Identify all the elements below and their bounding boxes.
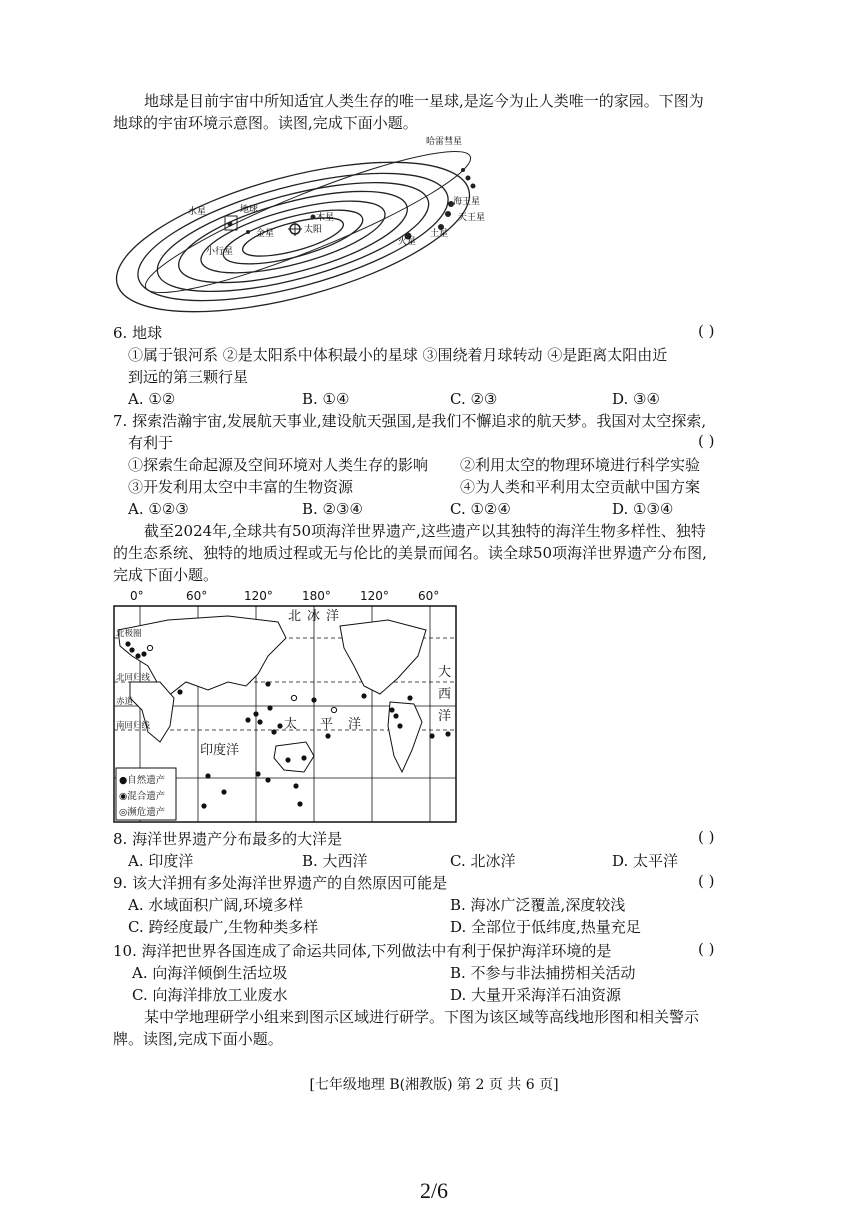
q8-answer-paren[interactable]: ( )	[698, 828, 715, 846]
page-footer: [七年级地理 B(湘教版) 第 2 页 共 6 页]	[309, 1077, 559, 1093]
lat-label-arctic-circle: 北极圈	[116, 629, 142, 639]
ocean-label-pacific-2: 平	[320, 717, 334, 732]
page-number: 2/6	[419, 1178, 449, 1203]
intro2-line2: 的生态系统、独特的地质过程或无与伦比的美景而闻名。读全球50项海洋世界遗产分布图,	[113, 544, 707, 562]
ocean-label-pacific-3: 洋	[348, 717, 362, 732]
lon-label-180: 180°	[302, 589, 331, 603]
q6-choice-a[interactable]: A. ①②	[128, 390, 176, 408]
q7-stem-line1: 7. 探索浩瀚宇宙,发展航天事业,建设航天强国,是我们不懈追求的航天梦。我国对太空探索,	[113, 412, 707, 430]
legend-mixed: ◉混合遗产	[119, 791, 166, 802]
q6-answer-paren[interactable]: ( )	[698, 322, 715, 340]
q10-choice-a[interactable]: A. 向海洋倾倒生活垃圾	[132, 964, 288, 982]
lat-label-tropic-cancer: 北回归线	[116, 673, 151, 683]
intro1-line1: 地球是目前宇宙中所知适宜人类生存的唯一星球,是迄今为止人类唯一的家园。下图为	[144, 92, 704, 110]
legend-endangered: ◎濒危遗产	[119, 807, 166, 818]
lat-label-tropic-capricorn: 南回归线	[116, 721, 151, 731]
marine-heritage-map	[108, 586, 464, 826]
saturn-label: 土星	[430, 229, 449, 239]
q7-choice-c[interactable]: C. ①②④	[450, 500, 511, 518]
lon-label-0: 0°	[130, 589, 144, 603]
intro1-line2: 地球的宇宙环境示意图。读图,完成下面小题。	[113, 114, 418, 132]
lon-label-120w: 120°	[360, 589, 389, 603]
ocean-label-indian: 印度洋	[200, 743, 240, 758]
q6-choice-c[interactable]: C. ②③	[450, 390, 498, 408]
asteroid-label: 小行星	[206, 247, 234, 257]
q7-option-3: ③开发利用太空中丰富的生物资源	[128, 478, 354, 496]
solar-system-diagram	[108, 132, 508, 320]
q7-answer-paren[interactable]: ( )	[698, 432, 715, 450]
q6-options-line2: 到远的第三颗行星	[128, 368, 249, 386]
mercury-label: 水星	[188, 207, 207, 217]
comet-label: 哈雷彗星	[426, 137, 463, 147]
ocean-label-pacific-1: 太	[284, 717, 298, 732]
q9-choice-b[interactable]: B. 海冰广泛覆盖,深度较浅	[450, 896, 626, 914]
intro3-line2: 牌。读图,完成下面小题。	[113, 1030, 283, 1048]
ocean-label-atlantic-3: 洋	[438, 709, 452, 724]
q9-choice-a[interactable]: A. 水域面积广阔,环境多样	[128, 896, 304, 914]
intro2-line1: 截至2024年,全球共有50项海洋世界遗产,这些遗产以其独特的海洋生物多样性、独特	[144, 522, 706, 540]
venus-label: 金星	[256, 229, 275, 239]
jupiter-label: 木星	[316, 213, 335, 223]
ocean-label-atlantic-1: 大	[438, 665, 452, 680]
earth-label: 地球	[240, 205, 259, 215]
q7-choice-b[interactable]: B. ②③④	[302, 500, 363, 518]
intro3-line1: 某中学地理研学小组来到图示区域进行研学。下图为该区域等高线地形图和相关警示	[144, 1008, 700, 1026]
mars-label: 火星	[398, 237, 417, 247]
legend-natural: ●自然遗产	[119, 775, 166, 786]
ocean-label-atlantic-2: 西	[438, 687, 452, 702]
q8-choice-b[interactable]: B. 大西洋	[302, 852, 368, 870]
q9-answer-paren[interactable]: ( )	[698, 872, 715, 890]
ocean-label-arctic: 北冰洋	[288, 609, 346, 624]
lat-label-equator: 赤道	[116, 697, 134, 707]
q7-choice-a[interactable]: A. ①②③	[128, 500, 189, 518]
q7-choice-d[interactable]: D. ①③④	[612, 500, 674, 518]
lon-label-60w: 60°	[418, 589, 440, 603]
neptune-label: 海王星	[453, 197, 481, 207]
q10-choice-c[interactable]: C. 向海洋排放工业废水	[132, 986, 288, 1004]
q10-choice-d[interactable]: D. 大量开采海洋石油资源	[450, 986, 622, 1004]
intro2-line3: 完成下面小题。	[113, 566, 219, 584]
q10-answer-paren[interactable]: ( )	[698, 940, 715, 958]
q10-choice-b[interactable]: B. 不参与非法捕捞相关活动	[450, 964, 636, 982]
q7-option-2: ②利用太空的物理环境进行科学实验	[460, 456, 701, 474]
q8-choice-a[interactable]: A. 印度洋	[128, 852, 194, 870]
q6-options-line1: ①属于银河系 ②是太阳系中体积最小的星球 ③围绕着月球转动 ④是距离太阳由近	[128, 346, 668, 364]
q6-choice-d[interactable]: D. ③④	[612, 390, 660, 408]
q10-stem: 10. 海洋把世界各国连成了命运共同体,下列做法中有利于保护海洋环境的是	[113, 942, 612, 960]
q7-option-1: ①探索生命起源及空间环境对人类生存的影响	[128, 456, 429, 474]
q6-stem: 6. 地球	[113, 324, 163, 342]
q7-option-4: ④为人类和平利用太空贡献中国方案	[460, 478, 701, 496]
q7-stem-line2: 有利于	[128, 434, 174, 452]
lon-label-120e: 120°	[244, 589, 273, 603]
q9-stem: 9. 该大洋拥有多处海洋世界遗产的自然原因可能是	[113, 874, 448, 892]
q9-choice-c[interactable]: C. 跨经度最广,生物种类多样	[128, 918, 319, 936]
q6-choice-b[interactable]: B. ①④	[302, 390, 350, 408]
q8-choice-d[interactable]: D. 太平洋	[612, 852, 679, 870]
uranus-label: 天王星	[458, 213, 486, 223]
q8-stem: 8. 海洋世界遗产分布最多的大洋是	[113, 830, 343, 848]
q9-choice-d[interactable]: D. 全部位于低纬度,热量充足	[450, 918, 641, 936]
q8-choice-c[interactable]: C. 北冰洋	[450, 852, 516, 870]
sun-label: 太阳	[304, 225, 323, 235]
lon-label-60: 60°	[186, 589, 208, 603]
